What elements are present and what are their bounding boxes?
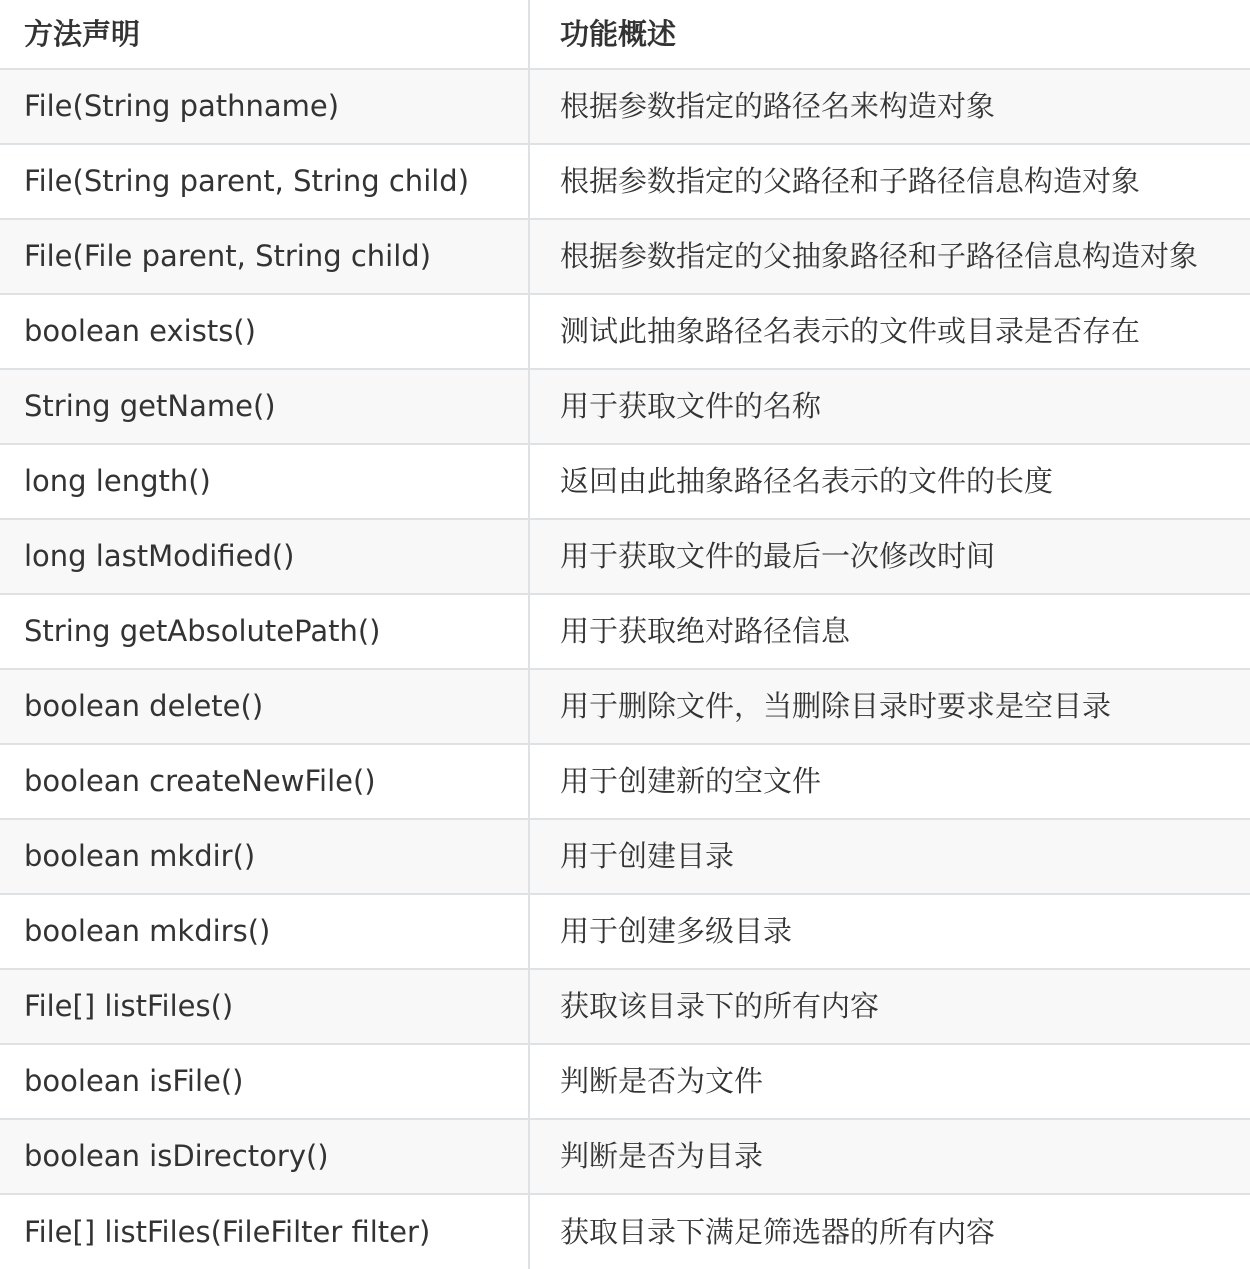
method-cell: File(String pathname) [0, 69, 529, 144]
description-cell: 用于创建多级目录 [529, 894, 1250, 969]
description-cell: 测试此抽象路径名表示的文件或目录是否存在 [529, 294, 1250, 369]
table-header [0, 0, 1250, 69]
description-cell: 用于获取绝对路径信息 [529, 594, 1250, 669]
table-row [0, 669, 1250, 744]
table-row [0, 369, 1250, 444]
table-row [0, 594, 1250, 669]
method-cell: boolean isFile() [0, 1044, 529, 1119]
description-cell: 根据参数指定的父路径和子路径信息构造对象 [529, 144, 1250, 219]
method-cell: boolean createNewFile() [0, 744, 529, 819]
table-row [0, 744, 1250, 819]
table-row [0, 1044, 1250, 1119]
description-cell: 用于获取文件的名称 [529, 369, 1250, 444]
description-cell: 判断是否为目录 [529, 1119, 1250, 1194]
table-row [0, 519, 1250, 594]
method-cell: boolean mkdir() [0, 819, 529, 894]
table-row [0, 1194, 1250, 1269]
table-row [0, 144, 1250, 219]
method-cell: String getName() [0, 369, 529, 444]
description-cell: 获取该目录下的所有内容 [529, 969, 1250, 1044]
method-cell: String getAbsolutePath() [0, 594, 529, 669]
description-cell: 用于获取文件的最后一次修改时间 [529, 519, 1250, 594]
description-cell: 获取目录下满足筛选器的所有内容 [560, 1214, 996, 1249]
table-body [0, 69, 1250, 1269]
table-row [0, 69, 1250, 144]
table-row [0, 219, 1250, 294]
header-method-declaration: 方法声明 [0, 0, 529, 69]
header-function-overview: 功能概述 [529, 0, 1250, 69]
method-cell: File(File parent, String child) [0, 219, 529, 294]
method-cell: boolean delete() [0, 669, 529, 744]
description-cell: 根据参数指定的父抽象路径和子路径信息构造对象 [529, 219, 1250, 294]
method-cell: boolean exists() [0, 294, 529, 369]
table-row [0, 819, 1250, 894]
description-cell: 根据参数指定的路径名来构造对象 [529, 69, 1250, 144]
method-cell: File[] listFiles(FileFilter filter) [0, 1194, 529, 1269]
description-cell: 用于创建新的空文件 [529, 744, 1250, 819]
method-cell: File(String parent, String child) [0, 144, 529, 219]
table-row [0, 894, 1250, 969]
method-cell: boolean isDirectory() [0, 1119, 529, 1194]
method-cell: File[] listFiles() [0, 969, 529, 1044]
table-row [0, 444, 1250, 519]
description-cell: 返回由此抽象路径名表示的文件的长度 [529, 444, 1250, 519]
method-cell: long length() [0, 444, 529, 519]
method-cell: long lastModified() [0, 519, 529, 594]
header-row [0, 0, 1250, 69]
description-cell: 用于删除文件，当删除目录时要求是空目录 [529, 669, 1250, 744]
table-row [0, 969, 1250, 1044]
method-cell: boolean mkdirs() [0, 894, 529, 969]
table-row [0, 1119, 1250, 1194]
table-row [0, 294, 1250, 369]
description-cell: 判断是否为文件 [529, 1044, 1250, 1119]
description-cell: 用于创建目录 [529, 819, 1250, 894]
